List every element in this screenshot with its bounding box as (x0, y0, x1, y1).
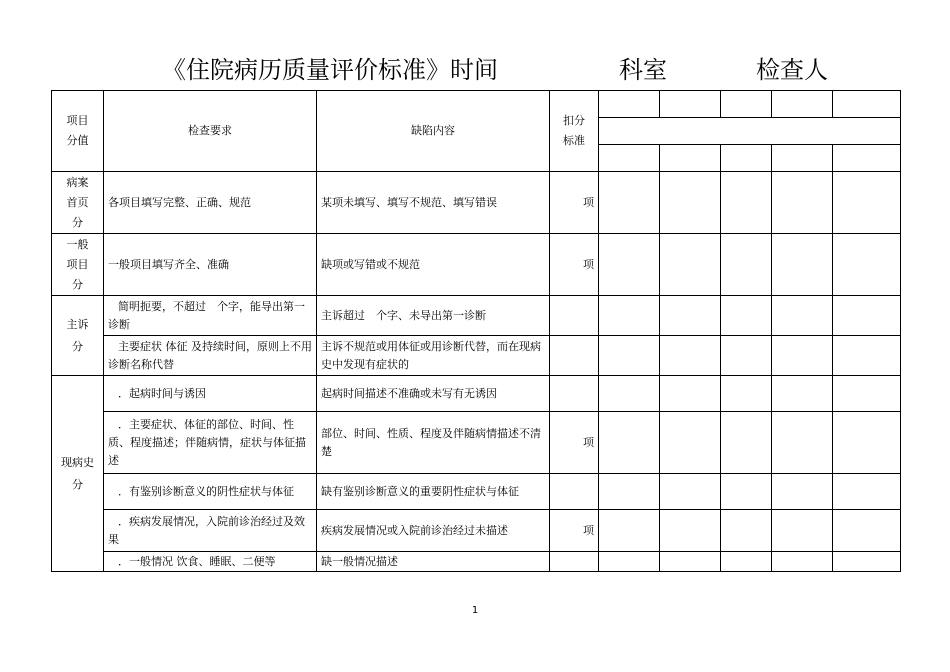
page-number: 1 (471, 605, 479, 616)
score-cell[interactable] (721, 510, 772, 552)
score-cell[interactable] (660, 296, 721, 336)
requirement-cell: ．起病时间与诱因 (104, 376, 317, 412)
document-title (0, 46, 950, 86)
score-cell[interactable] (721, 234, 772, 296)
score-cell[interactable] (599, 234, 660, 296)
score-cell[interactable] (660, 474, 721, 510)
score-cell[interactable] (833, 145, 901, 172)
score-cell[interactable] (660, 412, 721, 474)
score-cell[interactable] (772, 172, 833, 234)
table-row (52, 376, 901, 412)
score-cell[interactable] (772, 412, 833, 474)
header-deduct: 扣分 标准 (550, 91, 599, 172)
table-row (52, 510, 901, 552)
defect-cell: 缺项或写错或不规范 (317, 234, 550, 296)
deduct-cell (550, 336, 599, 376)
score-cell[interactable] (660, 234, 721, 296)
deduct-cell: 项 (550, 510, 599, 552)
score-cell[interactable] (833, 552, 901, 572)
deduct-cell (550, 474, 599, 510)
score-cell[interactable] (833, 412, 901, 474)
table-row (52, 552, 901, 572)
table-row (52, 296, 901, 336)
item-cell: 现病史 分 (52, 376, 104, 572)
score-cell[interactable] (721, 172, 772, 234)
score-cell[interactable] (660, 510, 721, 552)
score-cell[interactable] (833, 474, 901, 510)
score-cell[interactable] (772, 234, 833, 296)
score-cell[interactable] (599, 474, 660, 510)
score-cell[interactable] (833, 336, 901, 376)
score-cell[interactable] (772, 552, 833, 572)
score-cell[interactable] (833, 296, 901, 336)
score-cell[interactable] (772, 91, 833, 118)
score-cell[interactable] (599, 91, 660, 118)
score-cell[interactable] (833, 376, 901, 412)
score-cell[interactable] (660, 145, 721, 172)
score-cell[interactable] (772, 376, 833, 412)
score-cell[interactable] (772, 296, 833, 336)
defect-cell: 疾病发展情况或入院前诊治经过未描述 (317, 510, 550, 552)
defect-cell: 主诉超过 个字、未导出第一诊断 (317, 296, 550, 336)
score-cell[interactable] (599, 145, 660, 172)
requirement-cell: ．有鉴别诊断意义的阴性症状与体征 (104, 474, 317, 510)
evaluation-table (51, 90, 901, 572)
score-cell[interactable] (660, 376, 721, 412)
score-cell[interactable] (599, 172, 660, 234)
header-defect: 缺陷内容 (317, 91, 550, 172)
score-cell[interactable] (772, 474, 833, 510)
table-row (52, 234, 901, 296)
score-cell[interactable] (833, 234, 901, 296)
defect-cell: 起病时间描述不准确或未写有无诱因 (317, 376, 550, 412)
requirement-cell: ．一般情况 饮食、睡眠、二便等 (104, 552, 317, 572)
title-dept: 科室 (619, 56, 667, 84)
score-cell[interactable] (721, 376, 772, 412)
title-main: 《住院病历质量评价标准》时间 (162, 56, 498, 84)
table-row (52, 336, 901, 376)
defect-cell: 缺一般情况描述 (317, 552, 550, 572)
score-cell[interactable] (833, 172, 901, 234)
item-cell: 病案 首页 分 (52, 172, 104, 234)
deduct-cell (550, 296, 599, 336)
table-row (52, 474, 901, 510)
deduct-cell (550, 376, 599, 412)
score-cell[interactable] (599, 552, 660, 572)
score-cell[interactable] (833, 510, 901, 552)
score-cell[interactable] (772, 336, 833, 376)
score-cell[interactable] (660, 336, 721, 376)
score-cell[interactable] (599, 118, 901, 145)
defect-cell: 部位、时间、性质、程度及伴随病情描述不清楚 (317, 412, 550, 474)
requirement-cell: ．疾病发展情况，入院前诊治经过及效果 (104, 510, 317, 552)
item-cell: 一般 项目 分 (52, 234, 104, 296)
score-cell[interactable] (721, 91, 772, 118)
deduct-cell: 项 (550, 234, 599, 296)
header-item: 项目 分值 (52, 91, 104, 172)
score-cell[interactable] (721, 145, 772, 172)
item-cell: 主诉 分 (52, 296, 104, 376)
score-cell[interactable] (599, 336, 660, 376)
defect-cell: 某项未填写、填写不规范、填写错误 (317, 172, 550, 234)
table-row (52, 172, 901, 234)
requirement-cell: 各项目填写完整、正确、规范 (104, 172, 317, 234)
requirement-cell: ．主要症状、体征的部位、时间、性质、程度描述；伴随病情，症状与体征描述 (104, 412, 317, 474)
deduct-cell: 项 (550, 412, 599, 474)
score-cell[interactable] (721, 336, 772, 376)
title-inspector: 检查人 (756, 56, 828, 84)
defect-cell: 缺有鉴别诊断意义的重要阴性症状与体征 (317, 474, 550, 510)
score-cell[interactable] (599, 376, 660, 412)
deduct-cell: 项 (550, 172, 599, 234)
defect-cell: 主诉不规范或用体征或用诊断代替，而在现病史中发现有症状的 (317, 336, 550, 376)
requirement-cell: 一般项目填写齐全、准确 (104, 234, 317, 296)
score-cell[interactable] (660, 91, 721, 118)
score-cell[interactable] (721, 296, 772, 336)
score-cell[interactable] (772, 145, 833, 172)
score-cell[interactable] (599, 412, 660, 474)
score-cell[interactable] (721, 552, 772, 572)
score-cell[interactable] (599, 510, 660, 552)
header-requirement: 检查要求 (104, 91, 317, 172)
score-cell[interactable] (772, 510, 833, 552)
requirement-cell: 简明扼要，不超过 个字，能导出第一诊断 (104, 296, 317, 336)
score-cell[interactable] (721, 474, 772, 510)
table-row (52, 412, 901, 474)
requirement-cell: 主要症状 体征 及持续时间，原则上不用诊断名称代替 (104, 336, 317, 376)
score-cell[interactable] (660, 172, 721, 234)
score-cell[interactable] (660, 552, 721, 572)
deduct-cell (550, 552, 599, 572)
score-cell[interactable] (721, 412, 772, 474)
score-cell[interactable] (599, 296, 660, 336)
score-cell[interactable] (833, 91, 901, 118)
